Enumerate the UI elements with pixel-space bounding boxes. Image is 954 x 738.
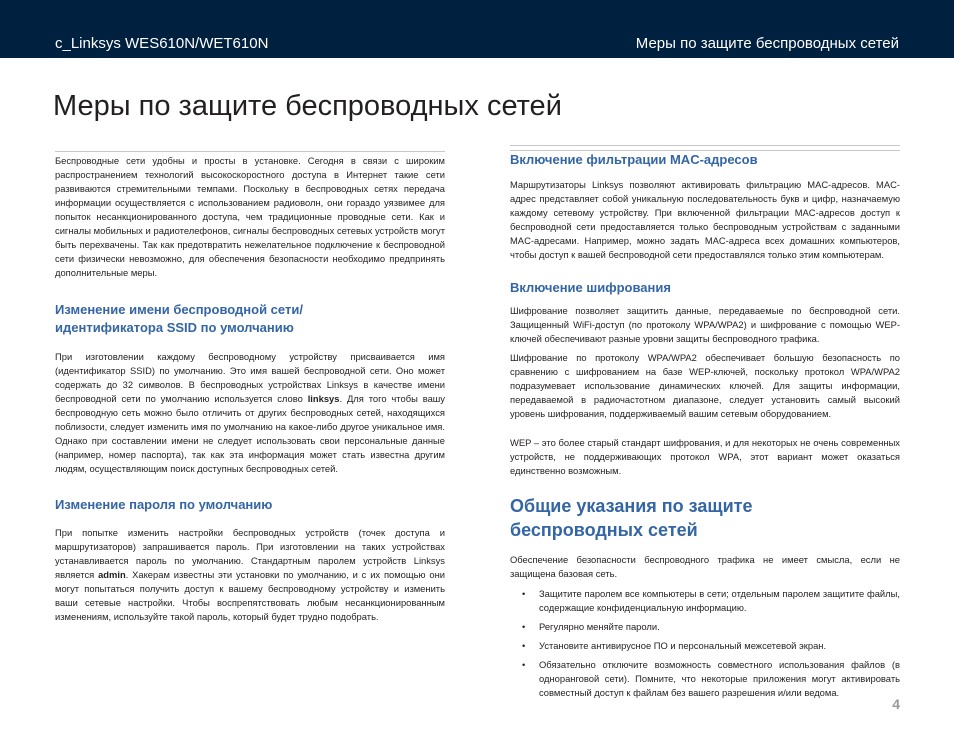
right-column: [510, 151, 900, 705]
password-default-value: admin: [98, 569, 126, 580]
header-section-title: Меры по защите беспроводных сетей: [635, 35, 899, 52]
left-column: [55, 152, 445, 624]
page-number: 4: [892, 696, 900, 712]
general-intro: Обеспечение безопасности беспроводного трафика не имеет смысла, если не защищена базовая сеть.: [510, 554, 900, 579]
list-item-text: Регулярно меняйте пароли.: [539, 621, 660, 632]
ssid-text-part-1: При изготовлении каждому беспроводному устройству присваивается имя (идентификатор SSID) по умолчанию. Это имя вашей беспроводной сети. Оно может содержать до 32 символов. В беспроводных устройствах Linksys в качестве имени беспроводной сети по умолчанию используется слово: [55, 351, 445, 404]
list-item-text: Установите антивирусное ПО и персональный межсетевой экран.: [539, 640, 827, 651]
guidelines-list: [510, 587, 900, 700]
password-heading: Изменение пароля по умолчанию: [55, 497, 273, 512]
header-product-name: c_Linksys WES610N/WET610N: [55, 35, 269, 52]
general-guidelines-heading: Общие указания по защите беспроводных сетей: [510, 496, 753, 540]
list-item: [510, 639, 900, 653]
bullet-icon: •: [522, 640, 526, 651]
header-bar: [0, 0, 954, 58]
password-paragraph: [55, 526, 445, 624]
encryption-paragraph-2: Шифрование по протоколу WPA/WPA2 обеспечивает большую безопасность по сравнению с шифрованием на базе WEP-ключей, поскольку протокол WPA/WPA2 подразумевает использование динамических ключей. Для защиты информации, передаваемой в радиочастотном диапазоне, следует установить самый высокий уровень шифрования, поддерживаемый вашим сетевым оборудованием.: [510, 352, 900, 419]
ssid-text-part-2: . Для того чтобы вашу беспроводную сеть можно было отличить от других беспроводных сетей, находящихся поблизости, следует изменить имя по умолчанию на какое-либо другое уникальное имя. Однако при составлении имени не следует использовать свои персональные данные (например, номер паспорта), так как эта информация может стать известна другим людям, осуществляющим поиск доступных беспроводных сетей.: [55, 393, 445, 474]
ssid-heading: Изменение имени беспроводной сети/ идентификатора SSID по умолчанию: [55, 302, 303, 335]
encryption-heading: Включение шифрования: [510, 280, 671, 295]
list-item: [510, 658, 900, 700]
intro-paragraph: Беспроводные сети удобны и просты в установке. Сегодня в связи с широким распространением технологий высокоскоростного доступа в Интернет такие сети развиваются стремительными темпами. Поскольку в беспроводных сетях передача информации осуществляется с использованием радиоволн, они гораздо уязвимее для попыток несанкционированного доступа, чем традиционные проводные сети. Как и сигналы мобильных и радиотелефонов, сигналы беспроводных сетевых устройств могут быть перехвачены. Так как предотвратить нежелательное подключение к беспроводной сети физически невозможно, для обеспечения безопасности необходимо предпринять дополнительные меры.: [55, 155, 445, 278]
page-title: Меры по защите беспроводных сетей: [53, 90, 562, 122]
bullet-icon: •: [522, 588, 526, 599]
mac-paragraph: Маршрутизаторы Linksys позволяют активировать фильтрацию MAC-адресов. MAC-адрес представляет собой уникальную последовательность букв и цифр, назначаемую каждому сетевому устройству. При включенной фильтрации MAC-адресов доступ к беспроводной сети предоставляется только беспроводным устройствам с заданными MAC-адресами. Например, можно задать MAC-адреса всех домашних компьютеров, чтобы доступ к вашей беспроводной сети предоставлялся только этим компьютерам.: [510, 179, 900, 260]
list-item-text: Обязательно отключите возможность совместного использования файлов (в одноранговой сети). Помните, что некоторые приложения могут активировать совместный доступ к файлам без вашего разрешения и/или ведома.: [539, 659, 900, 698]
bullet-icon: •: [522, 659, 526, 670]
mac-heading: Включение фильтрации MAC-адресов: [510, 152, 758, 167]
divider-right-top: [510, 145, 900, 146]
encryption-paragraph-3: WEP – это более старый стандарт шифрования, и для некоторых не очень современных устройств, не поддерживающих протокол WPA, этот вариант может оказаться единственно возможным.: [510, 437, 900, 476]
list-item-text: Защитите паролем все компьютеры в сети; отдельным паролем защитите файлы, содержащие конфиденциальную информацию.: [539, 588, 900, 613]
password-text-part-2: . Хакерам известны эти установки по умолчанию, и с их помощью они могут попытаться получить доступ к вашему беспроводному устройству и изменить ваши сетевые настройки. Чтобы воспрепятствовать любым несанкционированным изменениям, используйте такой пароль, который будет трудно подобрать.: [55, 569, 445, 622]
bullet-icon: •: [522, 621, 526, 632]
list-item: [510, 620, 900, 634]
encryption-paragraph-1: Шифрование позволяет защитить данные, передаваемые по беспроводной сети. Защищенный WiFi-доступ (по протоколу WPA/WPA2) и шифрование с помощью WEP-ключей обеспечивают разные уровни защиты беспроводного трафика.: [510, 305, 900, 344]
ssid-paragraph: [55, 350, 445, 476]
list-item: [510, 587, 900, 615]
ssid-default-name: linksys: [307, 393, 340, 404]
password-text-part-1: При попытке изменить настройки беспроводных устройств (точек доступа и маршрутизаторов) запрашивается пароль. При изготовлении на таких устройствах устанавливается пароль по умолчанию. Стандартным паролем устройств Linksys является: [55, 527, 445, 580]
